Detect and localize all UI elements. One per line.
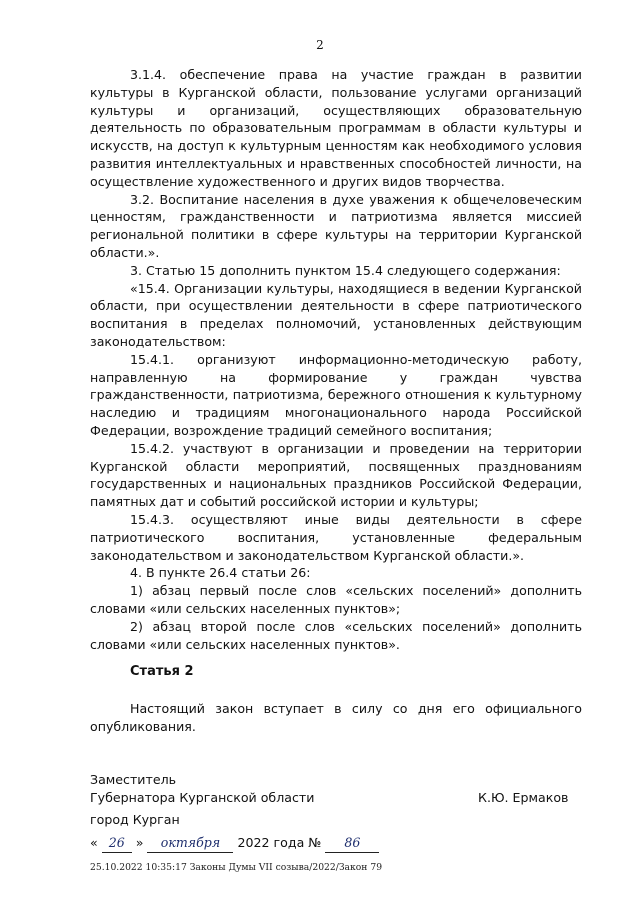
signature-title xyxy=(90,771,314,807)
handwritten-day: 26 xyxy=(102,834,132,853)
date-year-text: 2022 года № xyxy=(237,835,322,850)
paragraph-subitem-1: 1) абзац первый после слов «сельских поселений» дополнить словами «или сельских населенных пунктов»; xyxy=(90,583,582,616)
signature-title-line1: Заместитель xyxy=(90,772,177,787)
signature-name: К.Ю. Ермаков xyxy=(478,790,569,805)
paragraph-item-4: 4. В пункте 26.4 статьи 26: xyxy=(130,565,311,581)
paragraph-15-4-3: 15.4.3. осуществляют иные виды деятельности в сфере патриотического воспитания, установленные федеральным законодательством и законодательством Курганской области.». xyxy=(90,511,582,563)
handwritten-month: октября xyxy=(147,834,233,853)
document-footer: 25.10.2022 10:35:17 Законы Думы VII созыва/2022/Закон 79 xyxy=(90,862,383,873)
paragraph-15-4-1: 15.4.1. организуют информационно-методическую работу, направленную на формирование у граждан чувства гражданственности, патриотизма, бережного отношения к культурному наследию и традициям многонационального народа Российской Федерации, возрождение традиций семейного воспитания; xyxy=(90,351,582,438)
date-number-line xyxy=(90,834,379,853)
law-amendment-text xyxy=(90,66,582,653)
paragraph-15-4: «15.4. Организации культуры, находящиеся в ведении Курганской области, при осуществлении деятельности в сфере патриотического воспитания в пределах полномочий, установленных действующим законодательством: xyxy=(90,280,582,349)
signature-title-line2: Губернатора Курганской области xyxy=(90,789,315,805)
paragraph-item-3: 3. Статью 15 дополнить пунктом 15.4 следующего содержания: xyxy=(130,262,561,278)
handwritten-number: 86 xyxy=(325,834,379,853)
city-line: город Курган xyxy=(90,812,180,827)
paragraph-3-1-4: 3.1.4. обеспечение права на участие граждан в развитии культуры в Курганской области, пользование услугами организаций культуры и организаций, осуществляющих образовательную деятельность по образовательным программам в области культуры и искусств, на доступ к культурным ценностям как необходимого условия развития интеллектуальных и нравственных способностей личности, на осуществление художественного и других видов творчества. xyxy=(90,67,582,189)
paragraph-subitem-2: 2) абзац второй после слов «сельских поселений» дополнить словами «или сельских населенных пунктов». xyxy=(90,618,582,652)
paragraph-15-4-2: 15.4.2. участвуют в организации и проведении на территории Курганской области мероприятий, посвященных празднованиям государственных и национальных праздников Российской Федерации, памятных дат и событий российской истории и культуры; xyxy=(90,440,582,510)
date-close-quote: » xyxy=(135,835,144,850)
final-paragraph: Настоящий закон вступает в силу со дня его официального опубликования. xyxy=(90,701,582,734)
page-number: 2 xyxy=(316,38,324,52)
date-open-quote: « xyxy=(90,835,98,850)
paragraph-3-2: 3.2. Воспитание населения в духе уважения к общечеловеческим ценностям, гражданственности и патриотизма является миссией региональной политики в сфере культуры на территории Курганской области.». xyxy=(90,191,582,260)
article-heading: Статья 2 xyxy=(130,664,194,679)
